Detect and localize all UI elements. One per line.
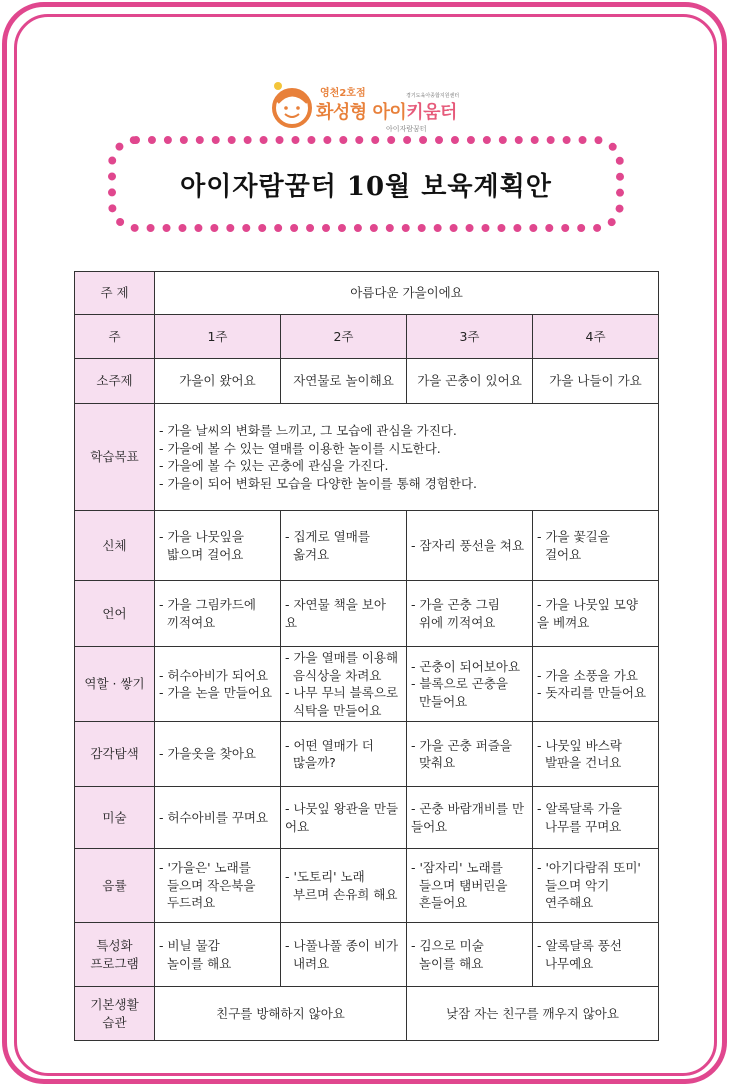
activity-label: 감각탐색 xyxy=(75,722,155,787)
subtopic-cell: 자연물로 놀이해요 xyxy=(281,359,407,404)
activity-line: - 나뭇잎 바스락 xyxy=(537,737,622,753)
activity-cell xyxy=(533,581,659,647)
logo-center-text: 경기도육아종합지원센터 xyxy=(406,93,460,99)
activity-line: - 가을 그림카드에 xyxy=(159,597,256,612)
theme-row xyxy=(75,272,659,315)
subtopic-cell: 가을 나들이 가요 xyxy=(533,359,659,404)
activity-line: - 나무 무늬 블록으로 xyxy=(285,685,399,700)
title-box xyxy=(108,136,624,232)
activity-line: 음식상을 차려요 xyxy=(285,667,382,683)
week-label: 주 xyxy=(75,315,155,359)
activity-cell xyxy=(155,722,281,787)
activity-line: 들어요 xyxy=(411,818,448,834)
activity-line: 나무예요 xyxy=(537,955,594,971)
activity-line: - 어떤 열매가 더 xyxy=(285,737,374,753)
activity-cell xyxy=(281,787,407,849)
activity-line: 밟으며 걸어요 xyxy=(159,546,244,562)
activity-line: - '가을은' 노래를 xyxy=(159,860,251,876)
activity-cell xyxy=(533,722,659,787)
activity-line: 식탁을 만들어요 xyxy=(285,702,382,718)
activity-line: 만들어요 xyxy=(411,693,468,709)
activity-cell xyxy=(407,787,533,849)
goal-item: - 가을에 볼 수 있는 곤충에 관심을 가진다. xyxy=(159,458,389,473)
week-row xyxy=(75,315,659,359)
activity-line: - '잠자리' 노래를 xyxy=(411,860,503,876)
activity-line: 들으며 악기 xyxy=(537,877,610,893)
week-header: 4주 xyxy=(533,315,659,359)
logo-sub-text: 아이자람꿈터 xyxy=(386,125,427,133)
activity-cell xyxy=(155,647,281,722)
subtopic-row xyxy=(75,359,659,404)
habit-label: 기본생활 습관 xyxy=(75,987,155,1041)
goals-label: 학습목표 xyxy=(75,404,155,511)
activity-row xyxy=(75,787,659,849)
week-header: 2주 xyxy=(281,315,407,359)
activity-line: - 곤충이 되어보아요 xyxy=(411,658,521,674)
activity-cell xyxy=(155,923,281,987)
page-title: 아이자람꿈터 10월 보육계획안 xyxy=(180,171,552,202)
activity-line: - 잠자리 풍선을 쳐요 xyxy=(411,537,525,553)
activity-line: 요 xyxy=(285,614,298,630)
activity-cell xyxy=(281,647,407,722)
activity-row xyxy=(75,722,659,787)
habit-row xyxy=(75,987,659,1041)
activity-line: 많을까? xyxy=(285,755,336,770)
goal-item: - 가을이 되어 변화된 모습을 다양한 놀이를 통해 경험한다. xyxy=(159,475,477,491)
activity-line: - 가을 논을 만들어요 xyxy=(159,685,273,700)
activity-line: 놀이를 해요 xyxy=(411,955,484,971)
activity-line: - 허수아비가 되어요 xyxy=(159,667,269,683)
activity-cell xyxy=(533,647,659,722)
activity-line: - 나풀나풀 종이 비가 xyxy=(285,938,399,953)
activity-line: - 가을 나뭇잎을 xyxy=(159,529,244,544)
activity-cell xyxy=(281,581,407,647)
activity-cell xyxy=(155,581,281,647)
week-header: 3주 xyxy=(407,315,533,359)
activity-line: 두드려요 xyxy=(159,895,216,911)
activity-cell xyxy=(155,511,281,581)
goals-row xyxy=(75,404,659,511)
activity-line: - 나뭇잎 왕관을 만들 xyxy=(285,801,399,816)
activity-line: - 블록으로 곤충을 xyxy=(411,676,508,692)
logo-main-text: 화성형 아이키움터 xyxy=(316,102,457,123)
activity-label: 음률 xyxy=(75,849,155,923)
activity-line: 부르며 손유희 해요 xyxy=(285,886,398,902)
activity-label: 역할 · 쌓기 xyxy=(75,647,155,722)
activity-line: - 비닐 물감 xyxy=(159,938,220,953)
activity-line: - 알록달록 가을 xyxy=(537,801,622,816)
activity-cell xyxy=(281,722,407,787)
activity-line: 어요 xyxy=(285,818,310,834)
activity-cell xyxy=(407,511,533,581)
activity-cell xyxy=(155,787,281,849)
child-face-icon xyxy=(268,82,316,130)
activity-line: 연주해요 xyxy=(537,895,594,911)
goal-item: - 가을 날씨의 변화를 느끼고, 그 모습에 관심을 가진다. xyxy=(159,423,457,438)
activity-line: 놀이를 해요 xyxy=(159,955,232,971)
activity-label: 신체 xyxy=(75,511,155,581)
activity-line: 흔들어요 xyxy=(411,895,468,911)
activity-label: 미술 xyxy=(75,787,155,849)
habit-right: 낮잠 자는 친구를 깨우지 않아요 xyxy=(407,987,659,1041)
activity-line: 걸어요 xyxy=(537,546,582,562)
activity-line: 나무를 꾸며요 xyxy=(537,818,622,834)
activity-line: - 가을 소풍을 가요 xyxy=(537,667,638,683)
subtopic-label: 소주제 xyxy=(75,359,155,404)
activity-line: - 자연물 책을 보아 xyxy=(285,597,386,612)
activity-row xyxy=(75,511,659,581)
activity-cell xyxy=(155,849,281,923)
activity-label: 특성화 프로그램 xyxy=(75,923,155,987)
activity-cell xyxy=(281,849,407,923)
activity-line: 옮겨요 xyxy=(285,546,330,562)
activity-cell xyxy=(533,787,659,849)
activity-line: 들으며 탬버린을 xyxy=(411,877,508,893)
activity-cell xyxy=(533,511,659,581)
activity-line: - 허수아비를 꾸며요 xyxy=(159,809,269,825)
logo-branch-text: 영천2호점 xyxy=(320,88,366,99)
activity-line: - 가을 곤충 그림 xyxy=(411,597,500,612)
activity-row xyxy=(75,647,659,722)
activity-line: 맞춰요 xyxy=(411,755,456,770)
subtopic-cell: 가을이 왔어요 xyxy=(155,359,281,404)
theme-label: 주 제 xyxy=(75,272,155,315)
activity-cell xyxy=(407,849,533,923)
activity-line: - 가을옷을 찾아요 xyxy=(159,746,256,762)
activity-line: - '도토리' 노래 xyxy=(285,869,365,884)
activity-cell xyxy=(533,923,659,987)
activity-line: - 가을 열매를 이용해 xyxy=(285,650,399,665)
goals-cell xyxy=(155,404,659,511)
activity-cell xyxy=(407,923,533,987)
activity-rows xyxy=(75,511,659,987)
activity-cell xyxy=(407,581,533,647)
goal-item: - 가을에 볼 수 있는 열매를 이용한 놀이를 시도한다. xyxy=(159,440,441,456)
theme-value: 아름다운 가을이에요 xyxy=(155,272,659,315)
activity-line: 내려요 xyxy=(285,955,330,971)
activity-line: - 집게로 열매를 xyxy=(285,529,370,544)
activity-row xyxy=(75,581,659,647)
activity-line: - 가을 곤충 퍼즐을 xyxy=(411,737,512,753)
activity-line: - 곤충 바람개비를 만 xyxy=(411,801,525,816)
activity-cell xyxy=(281,511,407,581)
activity-line: - 알록달록 풍선 xyxy=(537,938,622,953)
activity-line: - 김으로 미술 xyxy=(411,938,484,953)
week-header: 1주 xyxy=(155,315,281,359)
activity-cell xyxy=(533,849,659,923)
plan-table xyxy=(74,271,659,1041)
activity-line: 들으며 작은북을 xyxy=(159,877,256,893)
subtopic-cell: 가을 곤충이 있어요 xyxy=(407,359,533,404)
activity-line: - 가을 나뭇잎 모양 xyxy=(537,597,638,612)
activity-cell xyxy=(281,923,407,987)
activity-line: - 가을 꽃길을 xyxy=(537,529,610,544)
habit-left: 친구를 방해하지 않아요 xyxy=(155,987,407,1041)
activity-row xyxy=(75,923,659,987)
center-logo xyxy=(266,72,481,138)
activity-cell xyxy=(407,722,533,787)
activity-line: 을 베껴요 xyxy=(537,614,590,630)
activity-label: 언어 xyxy=(75,581,155,647)
activity-line: 발판을 건너요 xyxy=(537,755,622,770)
activity-line: 위에 끼적여요 xyxy=(411,614,496,630)
activity-line: 끼적여요 xyxy=(159,614,216,630)
activity-line: - '아기다람쥐 또미' xyxy=(537,860,641,876)
activity-line: - 돗자리를 만들어요 xyxy=(537,685,647,700)
activity-cell xyxy=(407,647,533,722)
activity-row xyxy=(75,849,659,923)
